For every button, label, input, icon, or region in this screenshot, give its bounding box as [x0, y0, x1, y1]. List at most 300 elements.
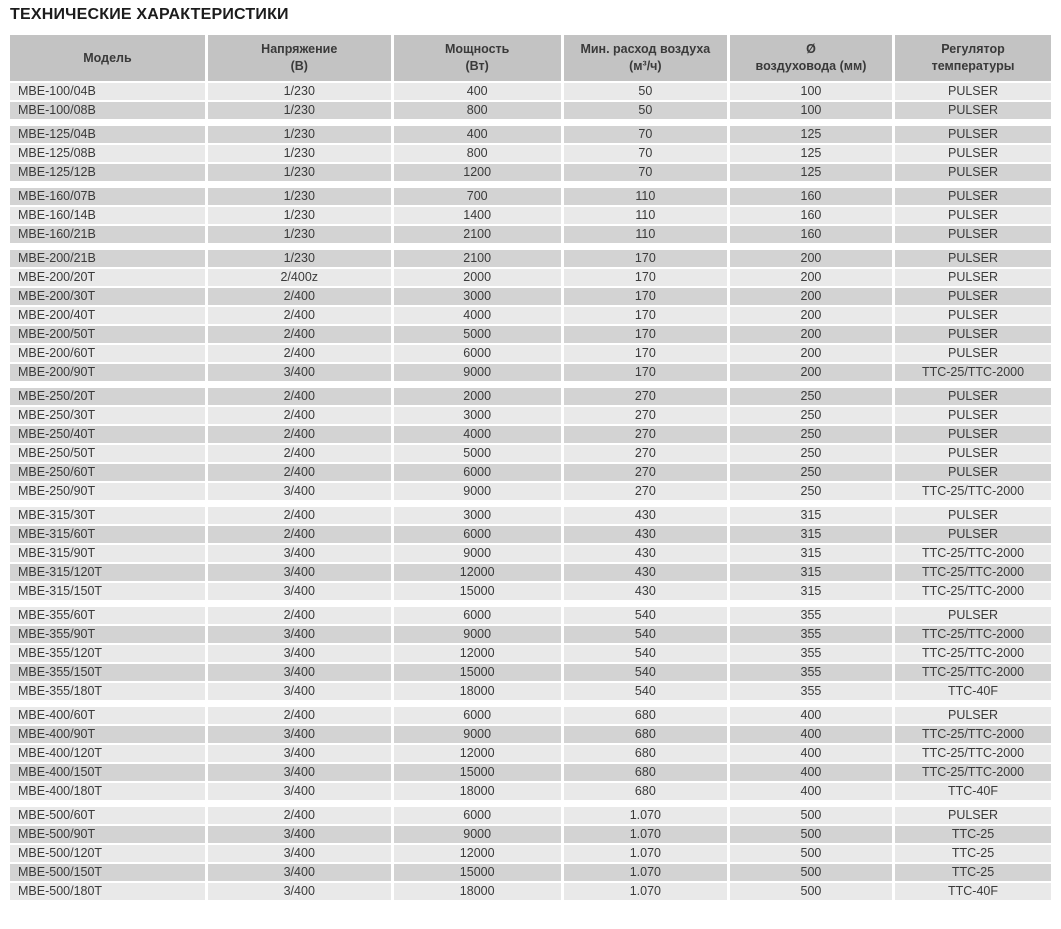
value-cell: 170	[564, 250, 727, 267]
value-cell: 2/400	[208, 807, 391, 824]
model-cell: MBE-200/90T	[10, 364, 205, 381]
value-cell: 400	[730, 745, 892, 762]
value-cell: 430	[564, 545, 727, 562]
value-cell: 2/400	[208, 445, 391, 462]
value-cell: 5000	[394, 445, 561, 462]
column-header-label: Мощность	[444, 42, 510, 56]
column-header-unit: воздуховода (мм)	[755, 59, 867, 73]
value-cell: 540	[564, 664, 727, 681]
separator-cell	[394, 121, 561, 124]
value-cell: 400	[730, 707, 892, 724]
value-cell: 170	[564, 288, 727, 305]
value-cell: 540	[564, 626, 727, 643]
value-cell: PULSER	[895, 607, 1051, 624]
value-cell: 250	[730, 445, 892, 462]
value-cell: 125	[730, 145, 892, 162]
model-cell: MBE-500/180T	[10, 883, 205, 900]
value-cell: 1/230	[208, 126, 391, 143]
value-cell: 200	[730, 364, 892, 381]
value-cell: 3000	[394, 288, 561, 305]
separator-cell	[394, 245, 561, 248]
table-row	[10, 507, 1051, 524]
value-cell: 315	[730, 564, 892, 581]
value-cell: 125	[730, 164, 892, 181]
value-cell: 3/400	[208, 683, 391, 700]
model-cell: MBE-100/04B	[10, 83, 205, 100]
value-cell: 2/400	[208, 507, 391, 524]
value-cell: 270	[564, 464, 727, 481]
model-cell: MBE-160/14B	[10, 207, 205, 224]
value-cell: 270	[564, 426, 727, 443]
separator-cell	[564, 702, 727, 705]
value-cell: 1/230	[208, 164, 391, 181]
value-cell: 2100	[394, 250, 561, 267]
model-cell: MBE-355/120T	[10, 645, 205, 662]
separator-cell	[208, 702, 391, 705]
value-cell: 6000	[394, 526, 561, 543]
separator-cell	[208, 245, 391, 248]
value-cell: 9000	[394, 626, 561, 643]
value-cell: 2/400	[208, 407, 391, 424]
table-row	[10, 269, 1051, 286]
value-cell: 170	[564, 307, 727, 324]
table-row	[10, 207, 1051, 224]
value-cell: 170	[564, 364, 727, 381]
table-row	[10, 102, 1051, 119]
value-cell: 15000	[394, 764, 561, 781]
value-cell: PULSER	[895, 345, 1051, 362]
value-cell: 680	[564, 745, 727, 762]
column-header-airflow	[564, 35, 727, 81]
value-cell: TTC-40F	[895, 883, 1051, 900]
table-row	[10, 345, 1051, 362]
separator-cell	[208, 802, 391, 805]
value-cell: PULSER	[895, 388, 1051, 405]
value-cell: 12000	[394, 845, 561, 862]
separator-cell	[564, 383, 727, 386]
separator-cell	[730, 802, 892, 805]
model-cell: MBE-125/08B	[10, 145, 205, 162]
value-cell: 680	[564, 726, 727, 743]
separator-cell	[730, 602, 892, 605]
value-cell: PULSER	[895, 226, 1051, 243]
value-cell: PULSER	[895, 126, 1051, 143]
value-cell: 2/400	[208, 345, 391, 362]
model-cell: MBE-200/60T	[10, 345, 205, 362]
value-cell: 2000	[394, 269, 561, 286]
table-row	[10, 783, 1051, 800]
value-cell: 1.070	[564, 826, 727, 843]
separator-cell	[208, 383, 391, 386]
model-cell: MBE-400/180T	[10, 783, 205, 800]
page-title: ТЕХНИЧЕСКИЕ ХАРАКТЕРИСТИКИ	[10, 6, 289, 23]
value-cell: 1.070	[564, 864, 727, 881]
value-cell: 3/400	[208, 745, 391, 762]
value-cell: TTC-25	[895, 864, 1051, 881]
value-cell: 110	[564, 226, 727, 243]
value-cell: TTC-25/TTC-2000	[895, 626, 1051, 643]
model-cell: MBE-500/120T	[10, 845, 205, 862]
value-cell: 3/400	[208, 845, 391, 862]
table-row	[10, 545, 1051, 562]
value-cell: 200	[730, 250, 892, 267]
value-cell: 680	[564, 764, 727, 781]
value-cell: PULSER	[895, 526, 1051, 543]
column-header-label: Модель	[83, 50, 132, 65]
value-cell: PULSER	[895, 807, 1051, 824]
value-cell: 500	[730, 807, 892, 824]
value-cell: 355	[730, 607, 892, 624]
model-cell: MBE-200/20T	[10, 269, 205, 286]
column-header-unit: (В)	[290, 59, 308, 73]
value-cell: 3000	[394, 407, 561, 424]
model-cell: MBE-400/90T	[10, 726, 205, 743]
table-row	[10, 483, 1051, 500]
value-cell: 160	[730, 188, 892, 205]
value-cell: 1/230	[208, 226, 391, 243]
model-cell: MBE-200/21B	[10, 250, 205, 267]
value-cell: 50	[564, 83, 727, 100]
model-cell: MBE-160/07B	[10, 188, 205, 205]
table-row	[10, 683, 1051, 700]
value-cell: TTC-25/TTC-2000	[895, 583, 1051, 600]
value-cell: 170	[564, 269, 727, 286]
table-row	[10, 807, 1051, 824]
value-cell: TTC-25	[895, 845, 1051, 862]
model-cell: MBE-315/60T	[10, 526, 205, 543]
model-cell: MBE-400/150T	[10, 764, 205, 781]
value-cell: 9000	[394, 726, 561, 743]
separator-cell	[208, 502, 391, 505]
table-row	[10, 326, 1051, 343]
value-cell: 4000	[394, 426, 561, 443]
model-cell: MBE-250/50T	[10, 445, 205, 462]
value-cell: TTC-25/TTC-2000	[895, 545, 1051, 562]
table-header	[10, 35, 1051, 81]
table-row	[10, 707, 1051, 724]
value-cell: 160	[730, 226, 892, 243]
table-row	[10, 288, 1051, 305]
value-cell: 200	[730, 326, 892, 343]
model-cell: MBE-315/120T	[10, 564, 205, 581]
value-cell: 6000	[394, 345, 561, 362]
table-row	[10, 583, 1051, 600]
value-cell: 170	[564, 326, 727, 343]
separator-cell	[394, 383, 561, 386]
value-cell: 315	[730, 526, 892, 543]
value-cell: 315	[730, 583, 892, 600]
value-cell: 430	[564, 564, 727, 581]
value-cell: 9000	[394, 545, 561, 562]
value-cell: 355	[730, 683, 892, 700]
separator-cell	[895, 602, 1051, 605]
separator-cell	[895, 802, 1051, 805]
value-cell: 110	[564, 188, 727, 205]
value-cell: 1/230	[208, 207, 391, 224]
table-row	[10, 745, 1051, 762]
separator-cell	[564, 183, 727, 186]
value-cell: 2/400	[208, 464, 391, 481]
column-header-model	[10, 35, 205, 81]
model-cell: MBE-250/30T	[10, 407, 205, 424]
value-cell: 15000	[394, 864, 561, 881]
table-row	[10, 864, 1051, 881]
table-row	[10, 364, 1051, 381]
table-row	[10, 126, 1051, 143]
value-cell: TTC-25/TTC-2000	[895, 726, 1051, 743]
value-cell: 270	[564, 483, 727, 500]
value-cell: 3/400	[208, 883, 391, 900]
value-cell: 1.070	[564, 807, 727, 824]
value-cell: 5000	[394, 326, 561, 343]
value-cell: 2/400	[208, 707, 391, 724]
separator-cell	[10, 121, 205, 124]
value-cell: 9000	[394, 826, 561, 843]
value-cell: 18000	[394, 783, 561, 800]
value-cell: 1.070	[564, 883, 727, 900]
table-row	[10, 664, 1051, 681]
value-cell: 3/400	[208, 726, 391, 743]
value-cell: 250	[730, 464, 892, 481]
table-row	[10, 188, 1051, 205]
table-row	[10, 526, 1051, 543]
value-cell: 70	[564, 145, 727, 162]
value-cell: 4000	[394, 307, 561, 324]
model-cell: MBE-500/60T	[10, 807, 205, 824]
value-cell: 270	[564, 388, 727, 405]
column-header-unit: (м³/ч)	[629, 59, 662, 73]
value-cell: 6000	[394, 707, 561, 724]
separator-cell	[394, 502, 561, 505]
column-header-label: Мин. расход воздуха	[580, 42, 711, 56]
value-cell: 3/400	[208, 626, 391, 643]
separator-cell	[730, 383, 892, 386]
separator-cell	[895, 183, 1051, 186]
value-cell: 3000	[394, 507, 561, 524]
separator-cell	[10, 702, 205, 705]
model-cell: MBE-500/150T	[10, 864, 205, 881]
value-cell: 2/400	[208, 388, 391, 405]
value-cell: 18000	[394, 883, 561, 900]
table-row	[10, 426, 1051, 443]
table-row	[10, 164, 1051, 181]
value-cell: 250	[730, 388, 892, 405]
value-cell: PULSER	[895, 326, 1051, 343]
value-cell: 400	[730, 783, 892, 800]
separator-cell	[10, 802, 205, 805]
group-separator	[10, 702, 1051, 705]
value-cell: PULSER	[895, 188, 1051, 205]
separator-cell	[564, 802, 727, 805]
value-cell: 15000	[394, 583, 561, 600]
group-separator	[10, 245, 1051, 248]
value-cell: 1/230	[208, 188, 391, 205]
value-cell: 100	[730, 83, 892, 100]
value-cell: PULSER	[895, 250, 1051, 267]
value-cell: 400	[730, 726, 892, 743]
value-cell: 1/230	[208, 102, 391, 119]
value-cell: TTC-25/TTC-2000	[895, 564, 1051, 581]
value-cell: 12000	[394, 564, 561, 581]
value-cell: 6000	[394, 464, 561, 481]
value-cell: 9000	[394, 364, 561, 381]
value-cell: 200	[730, 288, 892, 305]
value-cell: TTC-25/TTC-2000	[895, 764, 1051, 781]
value-cell: 400	[394, 126, 561, 143]
value-cell: 12000	[394, 745, 561, 762]
group-separator	[10, 802, 1051, 805]
value-cell: PULSER	[895, 83, 1051, 100]
value-cell: 2100	[394, 226, 561, 243]
value-cell: 3/400	[208, 764, 391, 781]
value-cell: 3/400	[208, 864, 391, 881]
group-separator	[10, 183, 1051, 186]
separator-cell	[10, 245, 205, 248]
separator-cell	[10, 602, 205, 605]
model-cell: MBE-125/04B	[10, 126, 205, 143]
value-cell: 170	[564, 345, 727, 362]
group-separator	[10, 121, 1051, 124]
table-row	[10, 407, 1051, 424]
column-header-label: Напряжение	[261, 42, 338, 56]
value-cell: 680	[564, 707, 727, 724]
value-cell: 500	[730, 883, 892, 900]
value-cell: TTC-40F	[895, 683, 1051, 700]
separator-cell	[895, 245, 1051, 248]
value-cell: 540	[564, 645, 727, 662]
model-cell: MBE-355/90T	[10, 626, 205, 643]
separator-cell	[10, 383, 205, 386]
value-cell: 6000	[394, 807, 561, 824]
value-cell: PULSER	[895, 145, 1051, 162]
value-cell: PULSER	[895, 269, 1051, 286]
model-cell: MBE-100/08B	[10, 102, 205, 119]
separator-cell	[208, 183, 391, 186]
value-cell: 355	[730, 645, 892, 662]
model-cell: MBE-200/30T	[10, 288, 205, 305]
value-cell: 70	[564, 164, 727, 181]
separator-cell	[730, 702, 892, 705]
value-cell: 250	[730, 426, 892, 443]
separator-cell	[564, 121, 727, 124]
value-cell: PULSER	[895, 207, 1051, 224]
separator-cell	[895, 502, 1051, 505]
value-cell: 2000	[394, 388, 561, 405]
value-cell: 700	[394, 188, 561, 205]
table-row	[10, 645, 1051, 662]
value-cell: 315	[730, 545, 892, 562]
value-cell: 400	[394, 83, 561, 100]
value-cell: TTC-25/TTC-2000	[895, 745, 1051, 762]
table-row	[10, 845, 1051, 862]
value-cell: 250	[730, 483, 892, 500]
value-cell: 200	[730, 307, 892, 324]
separator-cell	[564, 245, 727, 248]
column-header-regulator	[895, 35, 1051, 81]
value-cell: 200	[730, 269, 892, 286]
value-cell: PULSER	[895, 707, 1051, 724]
model-cell: MBE-315/90T	[10, 545, 205, 562]
value-cell: 500	[730, 845, 892, 862]
separator-cell	[730, 121, 892, 124]
column-header-duct-diameter	[730, 35, 892, 81]
model-cell: MBE-400/60T	[10, 707, 205, 724]
separator-cell	[730, 502, 892, 505]
separator-cell	[208, 602, 391, 605]
model-cell: MBE-315/150T	[10, 583, 205, 600]
group-separator	[10, 502, 1051, 505]
value-cell: TTC-40F	[895, 783, 1051, 800]
value-cell: 2/400	[208, 607, 391, 624]
model-cell: MBE-125/12B	[10, 164, 205, 181]
group-separator	[10, 602, 1051, 605]
value-cell: 3/400	[208, 783, 391, 800]
model-cell: MBE-250/90T	[10, 483, 205, 500]
group-separator	[10, 383, 1051, 386]
value-cell: 1/230	[208, 250, 391, 267]
value-cell: 2/400	[208, 426, 391, 443]
value-cell: 1/230	[208, 83, 391, 100]
value-cell: PULSER	[895, 426, 1051, 443]
value-cell: 2/400	[208, 307, 391, 324]
value-cell: 2/400	[208, 288, 391, 305]
value-cell: 125	[730, 126, 892, 143]
value-cell: 270	[564, 407, 727, 424]
value-cell: 3/400	[208, 483, 391, 500]
value-cell: 500	[730, 826, 892, 843]
value-cell: 200	[730, 345, 892, 362]
separator-cell	[394, 702, 561, 705]
value-cell: 2/400	[208, 326, 391, 343]
value-cell: 2/400z	[208, 269, 391, 286]
value-cell: 250	[730, 407, 892, 424]
separator-cell	[10, 183, 205, 186]
value-cell: 3/400	[208, 583, 391, 600]
column-header-power	[394, 35, 561, 81]
value-cell: TTC-25/TTC-2000	[895, 483, 1051, 500]
value-cell: 355	[730, 626, 892, 643]
table-row	[10, 464, 1051, 481]
value-cell: 12000	[394, 645, 561, 662]
value-cell: 6000	[394, 607, 561, 624]
value-cell: 110	[564, 207, 727, 224]
value-cell: PULSER	[895, 464, 1051, 481]
table-row	[10, 388, 1051, 405]
separator-cell	[564, 502, 727, 505]
value-cell: 3/400	[208, 664, 391, 681]
value-cell: 540	[564, 607, 727, 624]
value-cell: 1200	[394, 164, 561, 181]
value-cell: 15000	[394, 664, 561, 681]
value-cell: 18000	[394, 683, 561, 700]
model-cell: MBE-400/120T	[10, 745, 205, 762]
separator-cell	[564, 602, 727, 605]
value-cell: 1/230	[208, 145, 391, 162]
value-cell: PULSER	[895, 445, 1051, 462]
value-cell: TTC-25/TTC-2000	[895, 364, 1051, 381]
table-row	[10, 826, 1051, 843]
value-cell: 3/400	[208, 364, 391, 381]
model-cell: MBE-355/180T	[10, 683, 205, 700]
column-header-unit: температуры	[931, 59, 1015, 73]
model-cell: MBE-500/90T	[10, 826, 205, 843]
table-row	[10, 307, 1051, 324]
table-row	[10, 764, 1051, 781]
value-cell: 355	[730, 664, 892, 681]
value-cell: TTC-25/TTC-2000	[895, 645, 1051, 662]
value-cell: 270	[564, 445, 727, 462]
model-cell: MBE-250/20T	[10, 388, 205, 405]
